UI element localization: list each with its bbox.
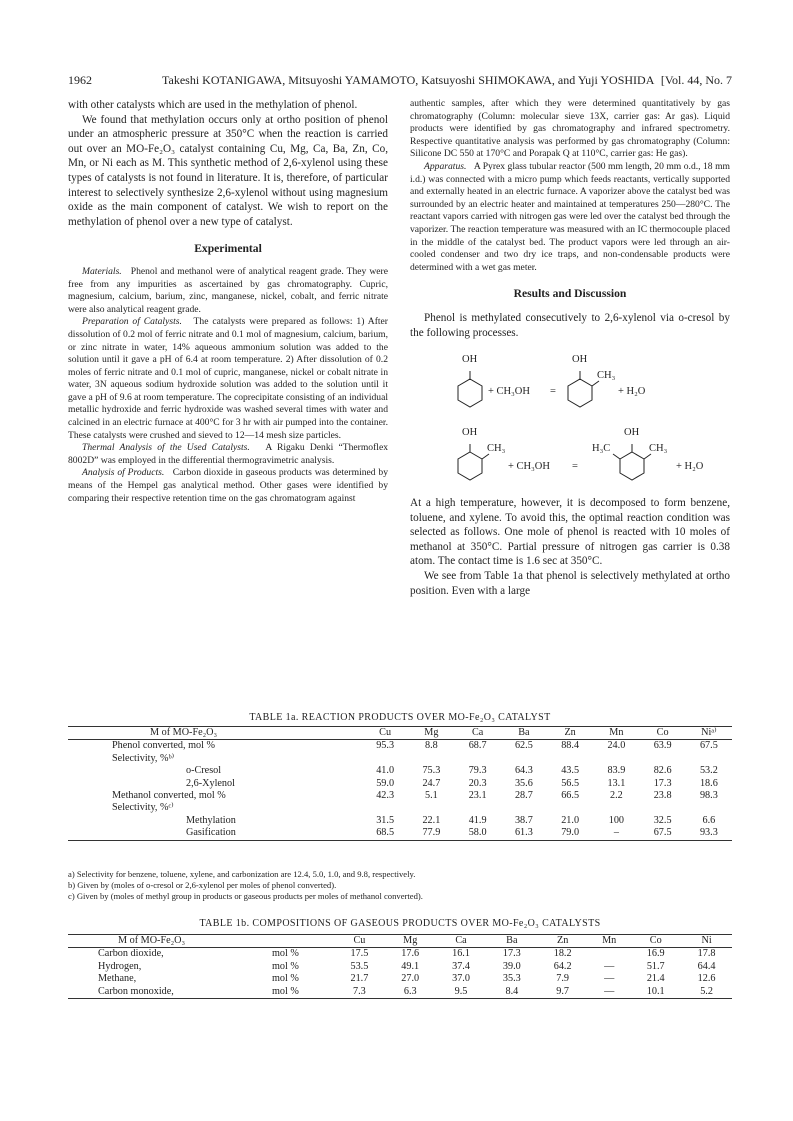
table-1b-cell: 17.6: [401, 948, 420, 960]
table-1a-footnote: b) Given by (moles of o-cresol or 2,6-xylenol per moles of phenol converted).: [68, 880, 337, 890]
table-1a-cell: 56.5: [561, 777, 580, 789]
benzene-ring-cresol-product: [568, 379, 592, 407]
table-1a-cell: 59.0: [376, 777, 395, 789]
table-1a-cell: [455, 753, 501, 765]
section-heading-experimental: Experimental: [194, 242, 262, 256]
table-1a-header-cell: Mg: [408, 727, 454, 740]
table-1a-cell: 35.6: [514, 777, 533, 789]
table-1b-header-cell: Mn: [588, 935, 630, 948]
table-1a-cell: 24.7: [422, 777, 441, 789]
table-1b-row-label: Carbon dioxide,: [98, 948, 164, 960]
materials-paragraph: [68, 266, 388, 316]
table-1a-cell: 66.5: [561, 790, 580, 802]
label-oh-4: OH: [624, 427, 640, 439]
table-1a-row-label: o-Cresol: [186, 765, 222, 777]
apparatus-paragraph: [410, 161, 730, 274]
table-1a-cell: 42.3: [376, 790, 395, 802]
table-1a-cell: [547, 802, 593, 814]
label-h3c: H₃C: [592, 443, 611, 455]
table-1a-cell: 98.3: [699, 790, 718, 802]
table-row: [68, 740, 732, 753]
table-1a-header-cell: Ba: [501, 727, 547, 740]
table-1b-cell: 7.9: [556, 973, 570, 985]
table-1b-unit: mol %: [272, 960, 299, 972]
table-1a-cell: [408, 802, 454, 814]
page-number: 1962: [68, 73, 92, 87]
table-row: [68, 765, 732, 777]
table-1a-cell: 24.0: [607, 740, 626, 752]
table-row: [68, 948, 732, 961]
table-1b-row-label: Methane,: [98, 973, 137, 985]
table-1a-cell: 21.0: [561, 814, 580, 826]
table-1a-cell: [686, 802, 732, 814]
table-1a-header-cell: Ca: [455, 727, 501, 740]
table-1a-row-label: Methanol converted, mol %: [112, 790, 226, 802]
table-1a-cell: 68.5: [362, 827, 408, 840]
table-1b-cell: —: [588, 986, 630, 999]
gc-paragraph: authentic samples, after which they were determined quantitatively by gas chromatography (Column: molecular sieve 13X, carrier gas: Ar gas). Liquid products were identified by gas chromatography and infrared spectrometry. Respective quantitative analysis was performed by gas chromatography (Column: Silicone DC 550 at 170°C and Porapak Q at 110°C, carrier gas: He gas).: [410, 98, 730, 160]
preparation-text: The catalysts were prepared as follows: 1) After dissolution of 0.2 mol of ferric nitrate and 0.1 mol of magnesium, calcium, barium, or zinc nitrate in water, 14% aqueous ammonium solution was added to the solution until it gave a pH of 6.4 at room temperature. 2) After dissolution of 0.2 moles of ferric nitrate and 0.1 mol of cupric, manganese, nickel or cobalt nitrate in water, 3N aqueous sodium hydroxide solution was added to the solution until it gave a pH of 9.6 at room temperature. The coprecipitate consisting of an individual metallic hydroxide and ferric hydroxide was washed several times with water and calcined in an electric furnace at 400°C for 3 hr with air pumped into the container. These catalysts were crushed and sieved to 12—14 mesh size particles.: [68, 316, 389, 441]
table-1a-cell: 75.3: [422, 765, 441, 777]
table-1a-cell: [455, 802, 501, 814]
label-ch3-2: CH₃: [487, 443, 506, 455]
table-1b-cell: 16.9: [646, 948, 665, 960]
table-1a-cell: [408, 753, 454, 765]
table-1a-cell: 64.3: [514, 765, 533, 777]
table-1a-cell: [593, 802, 639, 814]
table-1b-cell: 27.0: [401, 973, 420, 985]
table-1b-cell: 12.6: [697, 973, 716, 985]
label-equals-2: =: [572, 461, 578, 473]
label-plus-methanol-2: + CH₃OH: [508, 461, 550, 473]
results-paragraph-2: At a high temperature, however, it is decomposed to form benzene, toluene, and xylene. To avoid this, the optimal reaction condition was selected as follows. One mole of phenol is reacted with 10 moles of methanol at 350°C. Partial pressure of nitrogen gas carrier is 0.38 atom. The contact time is 1.6 sec at 350°C.: [410, 497, 730, 568]
thermal-heading: Thermal Analysis of the Used Catalysts.: [82, 442, 250, 454]
table-1a-cell: 17.3: [653, 777, 672, 789]
table-1a-cell: 67.5: [640, 827, 686, 840]
table-1a-cell: 79.0: [547, 827, 593, 840]
label-oh-1: OH: [462, 354, 478, 366]
apparatus-text: A Pyrex glass tubular reactor (500 mm length, 20 mm o.d., 18 mm i.d.) was connected with a micro pump which feeds reactants, vertically supported and externally heated in an electric furnace. A vaporizer above the catalyst bed was surrounded by an electric heater and maintained at temperatures 250—280°C. The reactant vapors carried with nitrogen gas were led over the catalyst bed through the vaporizer. The reaction temperature was measured with an IC thermocouple placed in the middle of the catalyst bed. The product vapors were led through an air-cooled condenser and two dry ice traps, and non-condensable products were determined with a wet gas meter.: [410, 160, 731, 273]
preparation-heading: Preparation of Catalysts.: [82, 316, 182, 328]
results-paragraph-3: We see from Table 1a that phenol is selectively methylated at ortho position. Even with a large: [410, 570, 730, 597]
table-1b-unit: mol %: [270, 986, 334, 999]
table-1a-cell: 23.1: [468, 790, 487, 802]
table-1a-cell: 95.3: [376, 740, 395, 752]
benzene-ring-xylenol: [620, 452, 644, 480]
table-1b-unit: mol %: [272, 948, 299, 960]
table-1b-cell: 8.4: [486, 986, 537, 999]
table-1b-header-cell: Ni: [681, 935, 732, 948]
table-1b-header-cell: Ba: [486, 935, 537, 948]
analysis-text: Carbon dioxide in gaseous products was determined by means of the Hempel gas analytical method. Other gases were identified by comparing their respective retention time on the gas chromatogram against: [68, 467, 389, 504]
table-1a-cell: [640, 753, 686, 765]
table-1b-cell: 39.0: [502, 960, 521, 972]
label-oh-2: OH: [572, 354, 588, 366]
table-1b-header-cell: Co: [630, 935, 681, 948]
table-1b-cell: 9.7: [537, 986, 588, 999]
label-plus-water-2: + H₂O: [676, 461, 704, 473]
table-1a-cell: 68.7: [468, 740, 487, 752]
author-line: Takeshi KOTANIGAWA, Mitsuyoshi YAMAMOTO, Katsuyoshi SHIMOKAWA, and Yuji YOSHIDA: [162, 73, 655, 87]
table-1a-cell: 13.1: [607, 777, 626, 789]
table-1a-cell: 100: [608, 814, 625, 826]
volume-label: [Vol. 44, No. 7: [660, 73, 732, 87]
table-1a-cell: 23.8: [653, 790, 672, 802]
analysis-paragraph: [68, 467, 388, 505]
table-1b-cell: [588, 948, 630, 961]
table-1b-cell: —: [604, 973, 615, 985]
table-1a-row-label: Selectivity, %ᶜ⁾: [112, 802, 174, 814]
table-1a-header-cell: Co: [640, 727, 686, 740]
table-1a-cell: 8.8: [425, 740, 438, 752]
label-ch3-3: CH₃: [649, 443, 668, 455]
label-plus-methanol-1: + CH₃OH: [488, 386, 530, 398]
table-1b: [68, 934, 732, 999]
table-1b-header-cell: Cu: [334, 935, 385, 948]
table-row: [68, 973, 732, 985]
thermal-paragraph: [68, 442, 388, 467]
table-1b-cell: 5.2: [681, 986, 732, 999]
table-1b-header-cell: Mg: [385, 935, 436, 948]
table-1a-cell: 2.2: [610, 790, 623, 802]
table-1b-row-label: Hydrogen,: [98, 960, 142, 972]
table-1a-cell: 79.3: [468, 765, 487, 777]
table-1b-cell: 7.3: [334, 986, 385, 999]
table-1b-header-row: [68, 935, 732, 948]
left-column: [68, 98, 388, 505]
table-1a-cell: 58.0: [455, 827, 501, 840]
table-1b-cell: 9.5: [436, 986, 487, 999]
materials-heading: Materials.: [82, 265, 122, 277]
table-1b-cell: 21.7: [350, 973, 369, 985]
table-1b-cell: 6.3: [385, 986, 436, 999]
table-1b-cell: 49.1: [401, 960, 420, 972]
table-1a-footnote: c) Given by (moles of methyl group in products or gaseous products per moles of methanol converted).: [68, 891, 423, 901]
table-1b-header-cell: [270, 935, 334, 948]
table-1a-cell: 77.9: [408, 827, 454, 840]
section-heading-results: Results and Discussion: [513, 287, 627, 301]
table-1a-cell: 53.2: [699, 765, 718, 777]
table-1b-cell: 17.3: [502, 948, 521, 960]
intro-paragraph-1: with other catalysts which are used in the methylation of phenol.: [68, 99, 358, 111]
table-1a-cell: 31.5: [376, 814, 395, 826]
intro-paragraph-2: We found that methylation occurs only at ortho position of phenol under an atmospheric pressure at 350°C when the reaction is carried out over an MO-Fe₂O₃ catalyst containing Cu, Mg, Ca, Ba, Zn, Co, Mn, or Ni each as M. This synthetic method of 2,6-xylenol using these types of catalysts is not found in literature. It is, therefore, of particular interest to selectively synthesize 2,6-xylenol without using magnesium oxide as the main component of catalyst. We wish to report on the methylation of phenol over a new type of catalyst.: [68, 113, 388, 228]
table-1a-cell: 5.1: [425, 790, 438, 802]
table-row: [68, 790, 732, 802]
table-1a-cell: 62.5: [514, 740, 533, 752]
table-1b-row-label: Carbon monoxide,: [68, 986, 270, 999]
table-1a-cell: 41.9: [468, 814, 487, 826]
table-1b-cell: 21.4: [646, 973, 665, 985]
table-1b-header-label: M of MO-Fe₂O₃: [68, 935, 270, 948]
table-1a-header-cell: Cu: [362, 727, 408, 740]
table-1a-row-label: 2,6-Xylenol: [186, 777, 235, 789]
table-1a-cell: 6.6: [702, 814, 716, 826]
table-1b-cell: 64.4: [697, 960, 716, 972]
table-1a-cell: 41.0: [376, 765, 395, 777]
apparatus-heading: Apparatus.: [424, 160, 467, 172]
table-1a-cell: 83.9: [607, 765, 626, 777]
table-1a-cell: [501, 802, 547, 814]
label-oh-3: OH: [462, 427, 478, 439]
table-1a-footnotes: [68, 869, 732, 902]
thermal-text: A Rigaku Denki “Thermoflex 8002D” was employed in the differential thermogravimetric analysis.: [68, 442, 389, 466]
table-1b-header-cell: Ca: [436, 935, 487, 948]
table-1a-row-label: Gasification: [68, 827, 362, 840]
table-1a-header-cell: Niᵃ⁾: [686, 727, 732, 740]
reaction-scheme: [410, 348, 730, 490]
table-row: [68, 986, 732, 999]
table-1b-cell: 37.0: [452, 973, 470, 985]
table-1a-caption: TABLE 1a. REACTION PRODUCTS OVER MO-Fe₂O₃ CATALYST: [249, 712, 551, 723]
table-row: [68, 753, 732, 765]
table-1b-caption: TABLE 1b. COMPOSITIONS OF GASEOUS PRODUCTS OVER MO-Fe₂O₃ CATALYSTS: [199, 918, 601, 929]
table-1a-row-label: Methylation: [186, 814, 236, 826]
table-1a-cell: 93.3: [686, 827, 732, 840]
table-1a-cell: 22.1: [422, 814, 441, 826]
table-1b-cell: 51.7: [646, 960, 665, 972]
analysis-heading: Analysis of Products.: [82, 467, 165, 479]
table-1a-cell: [547, 753, 593, 765]
table-1b-unit: mol %: [272, 973, 299, 985]
table-1a-cell: [501, 753, 547, 765]
benzene-ring-phenol: [458, 379, 482, 407]
table-1a-cell: 82.6: [653, 765, 672, 777]
table-1a-cell: [686, 753, 732, 765]
table-1b-cell: 53.5: [350, 960, 369, 972]
table-1a-footnote: a) Selectivity for benzene, toluene, xylene, and carbonization are 12.4, 5.0, 1.0, and 9.8, respectively.: [68, 869, 416, 879]
table-1a-cell: 32.5: [653, 814, 672, 826]
table-1b-cell: 17.8: [697, 948, 716, 960]
table-1a-cell: 63.9: [653, 740, 672, 752]
table-1a-header-cell: Zn: [547, 727, 593, 740]
table-1a-row-label: Selectivity, %ᵇ⁾: [112, 752, 175, 764]
benzene-ring-cresol-reactant: [458, 452, 482, 480]
table-1a-cell: [593, 753, 639, 765]
table-1b-cell: 64.2: [553, 960, 572, 972]
table-row: [68, 778, 732, 790]
bond-ch3-4: [613, 454, 620, 459]
table-1a-row-label: Phenol converted, mol %: [112, 740, 215, 752]
table-1a-cell: –: [593, 827, 639, 840]
table-1a-cell: 18.6: [699, 777, 718, 789]
table-1a-cell: 43.5: [561, 765, 580, 777]
table-1a-cell: 38.7: [514, 814, 533, 826]
table-1b-header-cell: Zn: [537, 935, 588, 948]
table-row: [68, 815, 732, 827]
right-column: [410, 98, 730, 598]
table-row: [68, 827, 732, 840]
table-1a-header-label: M of MO-Fe₂O₃: [68, 727, 362, 740]
table-1a: [68, 726, 732, 841]
table-1b-cell: 35.3: [502, 973, 521, 985]
table-1b-cell: 18.2: [553, 948, 572, 960]
table-1b-cell: 10.1: [630, 986, 681, 999]
table-1a-cell: [362, 753, 408, 765]
table-1a-cell: 61.3: [501, 827, 547, 840]
table-1a-cell: 88.4: [561, 740, 580, 752]
label-equals-1: =: [550, 386, 556, 398]
table-1b-cell: 17.5: [350, 948, 369, 960]
table-1a-header-row: [68, 727, 732, 740]
table-1a-cell: [362, 802, 408, 814]
label-plus-water-1: + H₂O: [618, 386, 646, 398]
table-1a-header-cell: Mn: [593, 727, 639, 740]
table-1b-cell: 37.4: [452, 960, 470, 972]
materials-text: Phenol and methanol were of analytical reagent grade. They were free from any impurities as ascertained by gas chromatography. Cupric, magnesium, calcium, barium, zinc, manganese, nickel, cobalt, and ferric nitrate were also analytical reagent grade.: [68, 265, 388, 315]
label-ch3-1: CH₃: [597, 370, 616, 382]
table-1a-cell: [640, 802, 686, 814]
table-1a-cell: 28.7: [514, 790, 533, 802]
table-1b-cell: 16.1: [452, 948, 470, 960]
table-1b-cell: —: [604, 960, 615, 972]
preparation-paragraph: [68, 316, 388, 442]
table-row: [68, 802, 732, 814]
table-row: [68, 961, 732, 973]
table-1a-cell: 20.3: [468, 777, 487, 789]
table-1a-cell: 67.5: [699, 740, 718, 752]
results-paragraph-1: Phenol is methylated consecutively to 2,6-xylenol via o-cresol by the following processes.: [410, 311, 730, 339]
